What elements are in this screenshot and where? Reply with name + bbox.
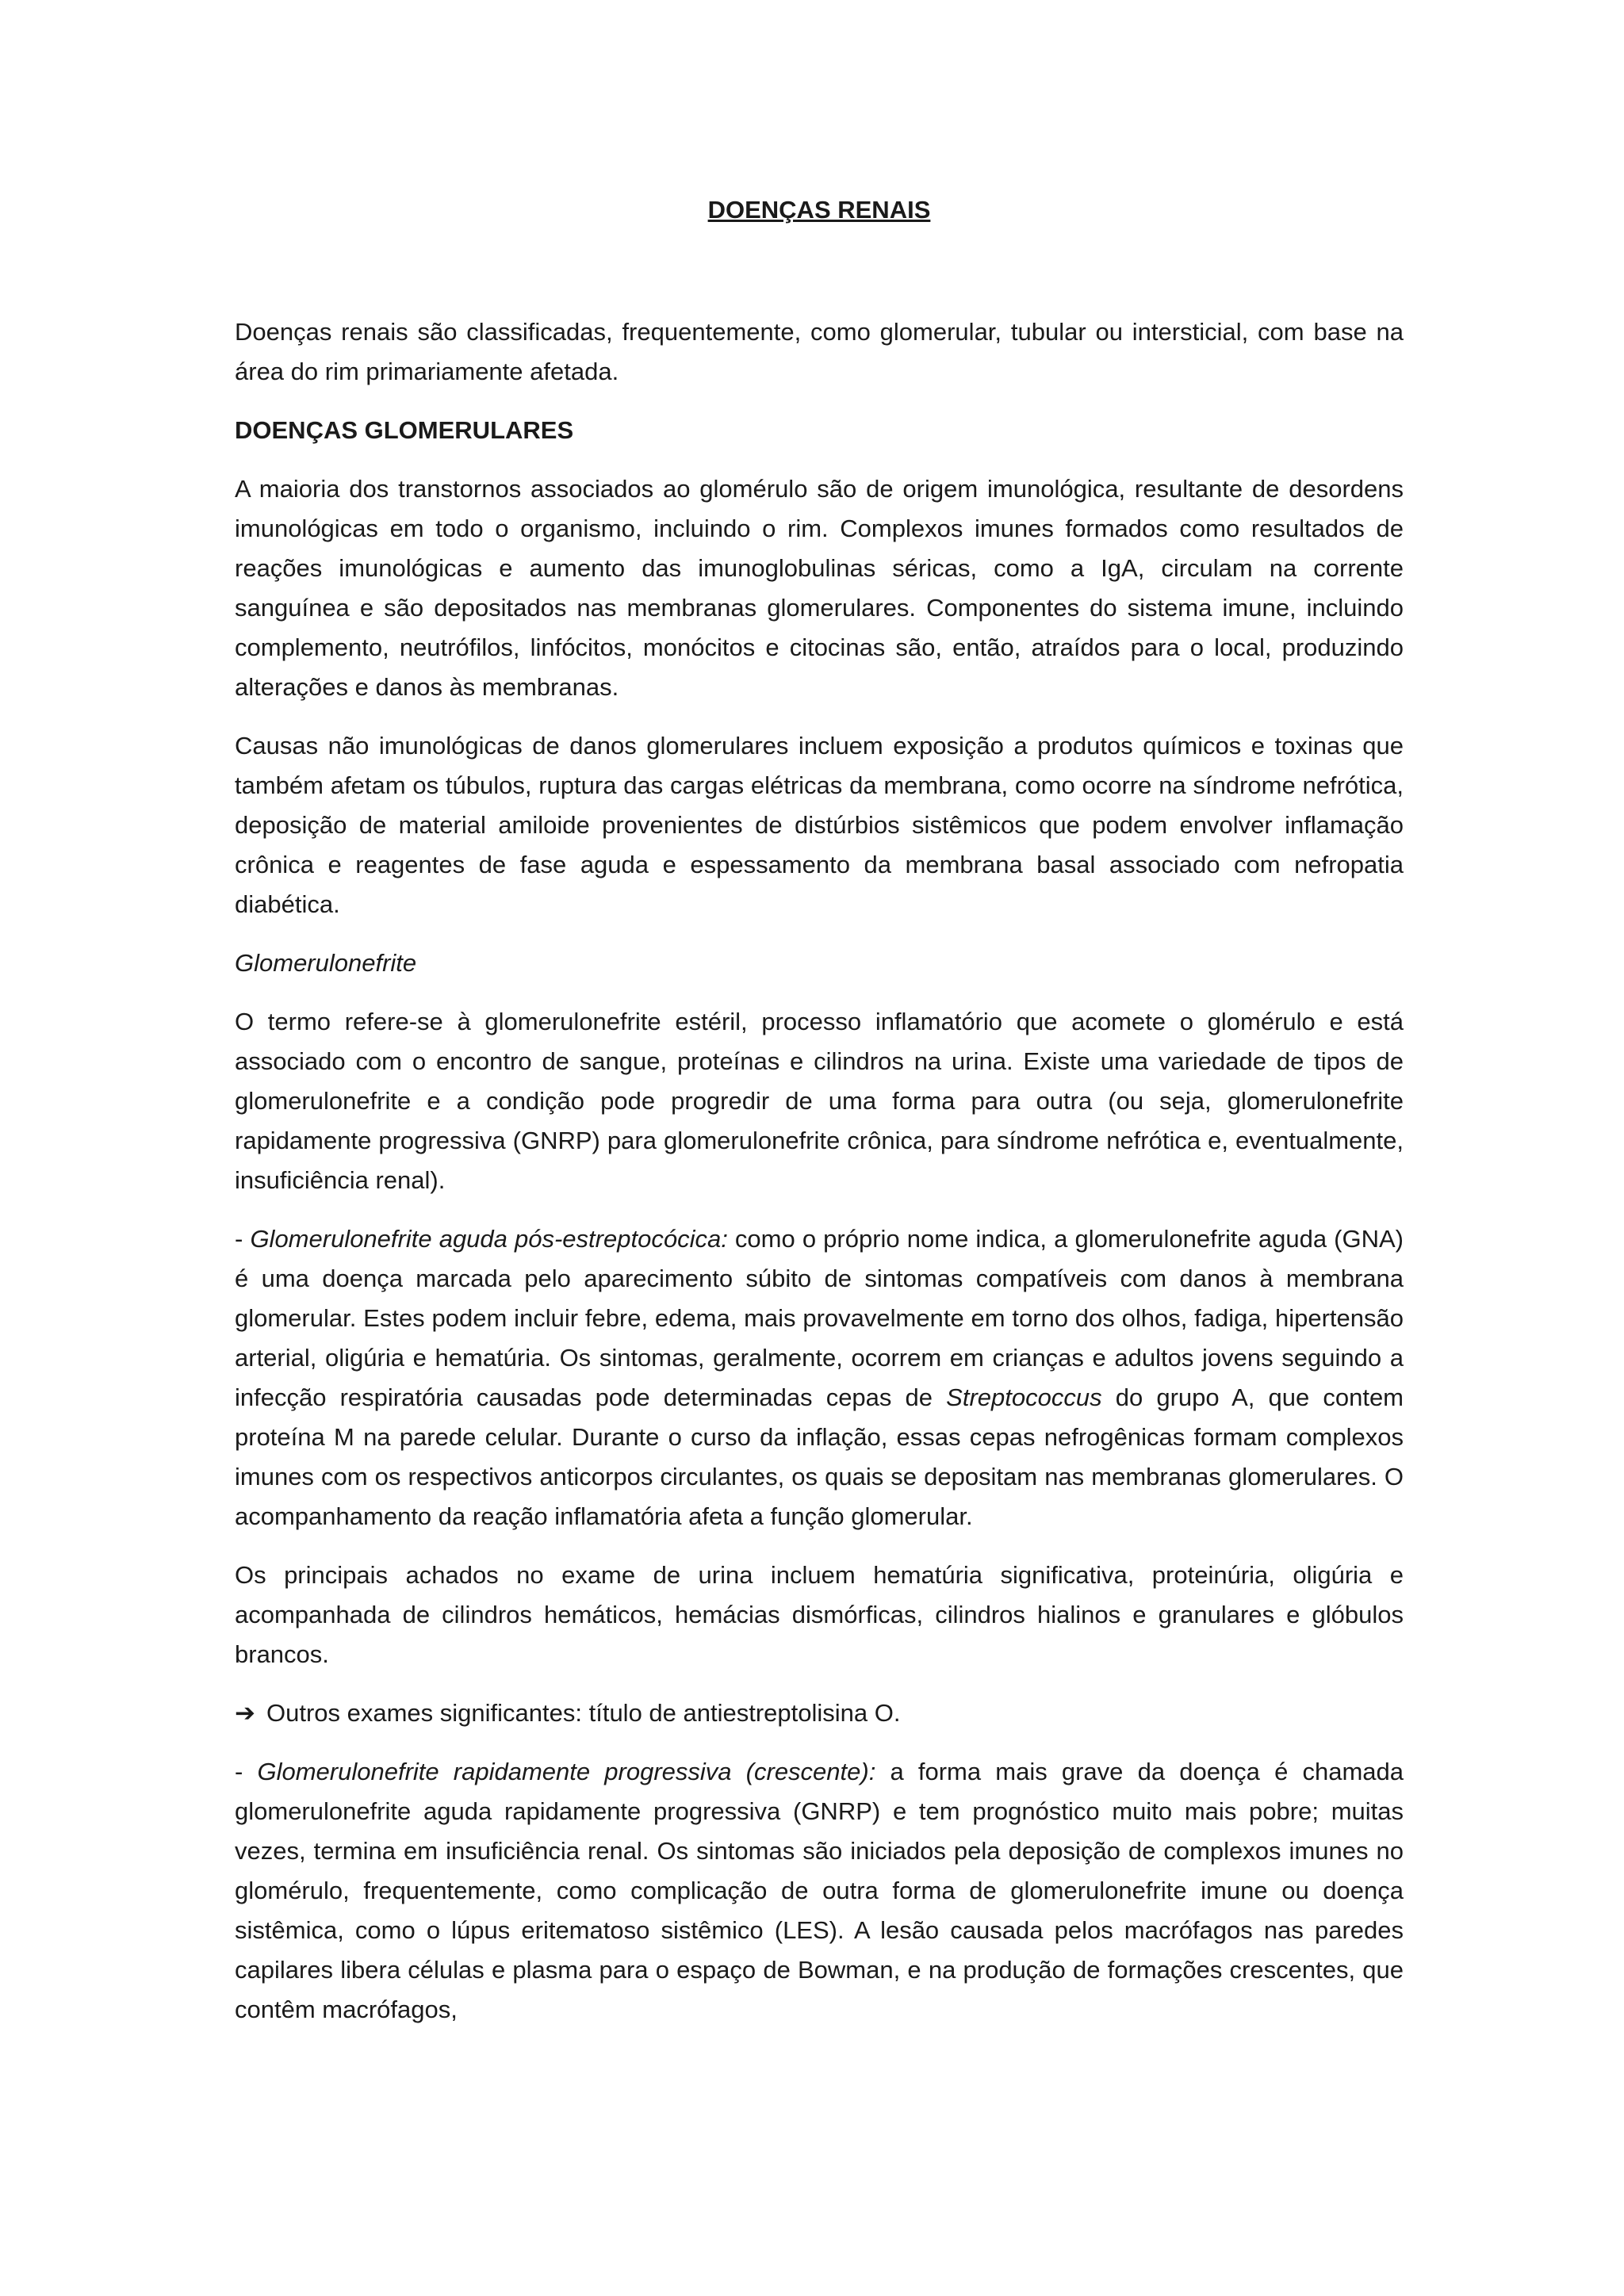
list-dash: -	[235, 1758, 258, 1785]
arrow-right-icon: ➔	[235, 1699, 255, 1727]
document-title: DOENÇAS RENAIS	[707, 196, 931, 224]
arrow-note-text: Outros exames significantes: título de antiestreptolisina O.	[266, 1699, 901, 1727]
term-gnrp: Glomerulonefrite rapidamente progressiva (crescente):	[257, 1758, 876, 1785]
arrow-note-line	[235, 1693, 1404, 1733]
paragraph-gnrp	[235, 1752, 1404, 2030]
intro-paragraph: Doenças renais são classificadas, frequentemente, como glomerular, tubular ou intersticial, com base na área do rim primariamente afetada.	[235, 318, 1404, 385]
paragraph-gna	[235, 1219, 1404, 1536]
paragraph-non-immunologic: Causas não imunológicas de danos glomerulares incluem exposição a produtos químicos e toxinas que também afetam os túbulos, ruptura das cargas elétricas da membrana, como ocorre na síndrome nefrótica, deposição de material amiloide provenientes de distúrbios sistêmicos que podem envolver inflamação crônica e reagentes de fase aguda e espessamento da membrana basal associado com nefropatia diabética.	[235, 732, 1404, 918]
gnrp-text: a forma mais grave da doença é chamada glomerulonefrite aguda rapidamente progressiva (GNRP) e tem prognóstico muito mais pobre; muitas vezes, termina em insuficiência renal. Os sintomas são iniciados pela deposição de complexos imunes no glomérulo, frequentemente, como complicação de outra forma de glomerulonefrite imune ou doença sistêmica, como o lúpus eritematoso sistêmico (LES). A lesão causada pelos macrófagos nas paredes capilares libera células e plasma para o espaço de Bowman, e na produção de formações crescentes, que contêm macrófagos,	[235, 1758, 1404, 2023]
list-dash: -	[235, 1225, 251, 1253]
paragraph-urine-findings: Os principais achados no exame de urina incluem hematúria significativa, proteinúria, oligúria e acompanhada de cilindros hemáticos, hemácias dismórficas, cilindros hialinos e granulares e glóbulos brancos.	[235, 1561, 1404, 1668]
paragraph-immunologic: A maioria dos transtornos associados ao glomérulo são de origem imunológica, resultante de desordens imunológicas em todo o organismo, incluindo o rim. Complexos imunes formados como resultados de reações imunológicas e aumento das imunoglobulinas séricas, como a IgA, circulam na corrente sanguínea e são depositados nas membranas glomerulares. Componentes do sistema imune, incluindo complemento, neutrófilos, linfócitos, monócitos e citocinas são, então, atraídos para o local, produzindo alterações e danos às membranas.	[235, 475, 1404, 701]
gna-text-a: como o próprio nome indica, a glomerulonefrite aguda (GNA) é uma doença marcada pelo aparecimento súbito de sintomas compatíveis com danos à membrana glomerular. Estes podem incluir febre, edema, mais provavelmente em torno dos olhos, fadiga, hipertensão arterial, oligúria e hematúria. Os sintomas, geralmente, ocorrem em crianças e adultos jovens seguindo a infecção respiratória causadas pode determinadas cepas de	[235, 1225, 1404, 1411]
subheading-glomerulonefrite: Glomerulonefrite	[235, 949, 417, 977]
paragraph-glomerulonefrite-definition: O termo refere-se à glomerulonefrite estéril, processo inflamatório que acomete o glomérulo e está associado com o encontro de sangue, proteínas e cilindros na urina. Existe uma variedade de tipos de glomerulonefrite e a condição pode progredir de uma forma para outra (ou seja, glomerulonefrite rapidamente progressiva (GNRP) para glomerulonefrite crônica, para síndrome nefrótica e, eventualmente, insuficiência renal).	[235, 1008, 1404, 1194]
organism-name: Streptococcus	[946, 1383, 1102, 1411]
document-page	[235, 190, 1404, 2049]
term-gna: Glomerulonefrite aguda pós-estreptocócica:	[250, 1225, 728, 1253]
section-heading: DOENÇAS GLOMERULARES	[235, 416, 574, 444]
gna-text-b: do grupo A, que contem proteína M na parede celular. Durante o curso da inflação, essas cepas nefrogênicas formam complexos imunes com os respectivos anticorpos circulantes, os quais se depositam nas membranas glomerulares. O acompanhamento da reação inflamatória afeta a função glomerular.	[235, 1383, 1404, 1530]
